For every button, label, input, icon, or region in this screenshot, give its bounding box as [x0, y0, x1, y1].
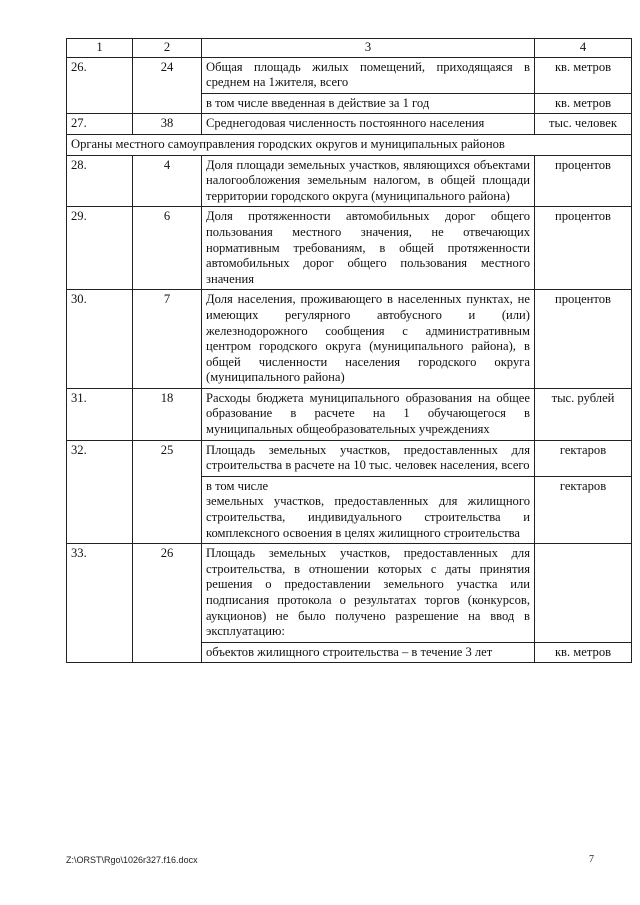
row-unit: [535, 544, 632, 643]
footer-file-path: Z:\ORST\Rgo\1026r327.f16.docx: [66, 855, 198, 865]
row-code: 26: [133, 544, 202, 663]
row-code: 7: [133, 290, 202, 389]
page-number: 7: [589, 854, 594, 865]
row-text: Расходы бюджета муниципального образования на общее образование в расчете на 1 обучающегося в муниципальных общеобразовательных учреждениях: [202, 388, 535, 440]
row-unit: процентов: [535, 207, 632, 290]
row-number: 26.: [67, 57, 133, 114]
row-unit: кв. метров: [535, 57, 632, 93]
header-col-1: 1: [67, 39, 133, 58]
table-row: [67, 207, 632, 290]
row-unit: процентов: [535, 155, 632, 207]
row-text: Площадь земельных участков, предоставленных для строительства в расчете на 10 тыс. человек населения, всего: [202, 440, 535, 476]
table-row: [67, 544, 632, 643]
row-text: Площадь земельных участков, предоставленных для строительства, в отношении которых с даты принятия решения о предоставлении земельного участка или подписания протокола о результатах торгов (конкурсов, аукционов) не было получено разрешение на ввод в эксплуатацию:: [202, 544, 535, 643]
row-number: 27.: [67, 114, 133, 135]
row-unit: тыс. рублей: [535, 388, 632, 440]
indicators-table: [66, 38, 632, 663]
row-number: 33.: [67, 544, 133, 663]
row-text: [202, 476, 535, 543]
row-code: 25: [133, 440, 202, 544]
row-subtext: земельных участков, предоставленных для жилищного строительства, индивидуального строительства и комплексного освоения в целях жилищного строительства: [206, 494, 530, 540]
table-row: [67, 388, 632, 440]
table-row: [67, 57, 632, 93]
row-unit: гектаров: [535, 440, 632, 476]
row-text: объектов жилищного строительства – в течение 3 лет: [202, 642, 535, 663]
row-unit: тыс. человек: [535, 114, 632, 135]
section-row: [67, 134, 632, 155]
header-col-2: 2: [133, 39, 202, 58]
row-text: в том числе введенная в действие за 1 год: [202, 93, 535, 114]
row-subheading: в том числе: [206, 478, 269, 493]
row-text: Доля протяженности автомобильных дорог общего пользования местного значения, не отвечающих нормативным требованиям, в общей протяженности автомобильных дорог общего пользования местного значения: [202, 207, 535, 290]
row-number: 29.: [67, 207, 133, 290]
row-code: 38: [133, 114, 202, 135]
table-row: [67, 290, 632, 389]
row-unit: кв. метров: [535, 93, 632, 114]
row-unit: процентов: [535, 290, 632, 389]
row-text: Общая площадь жилых помещений, приходящаяся в среднем на 1жителя, всего: [202, 57, 535, 93]
row-code: 6: [133, 207, 202, 290]
row-code: 18: [133, 388, 202, 440]
row-unit: кв. метров: [535, 642, 632, 663]
row-number: 28.: [67, 155, 133, 207]
row-text: Среднегодовая численность постоянного населения: [202, 114, 535, 135]
table-row: [67, 440, 632, 476]
row-number: 31.: [67, 388, 133, 440]
table-row: [67, 155, 632, 207]
header-col-4: 4: [535, 39, 632, 58]
row-number: 32.: [67, 440, 133, 544]
row-code: 4: [133, 155, 202, 207]
row-number: 30.: [67, 290, 133, 389]
row-text: Доля площади земельных участков, являющихся объектами налогообложения земельным налогом, в общей площади территории городского округа (муниципального района): [202, 155, 535, 207]
section-title: Органы местного самоуправления городских округов и муниципальных районов: [67, 134, 632, 155]
header-col-3: 3: [202, 39, 535, 58]
row-code: 24: [133, 57, 202, 114]
table-row: [67, 114, 632, 135]
row-text: Доля населения, проживающего в населенных пунктах, не имеющих регулярного автобусного и (или) железнодорожного сообщения с административным центром городского округа (муниципального района), в общей численности населения городского округа (муниципального района): [202, 290, 535, 389]
header-row: [67, 39, 632, 58]
row-unit: гектаров: [535, 476, 632, 543]
